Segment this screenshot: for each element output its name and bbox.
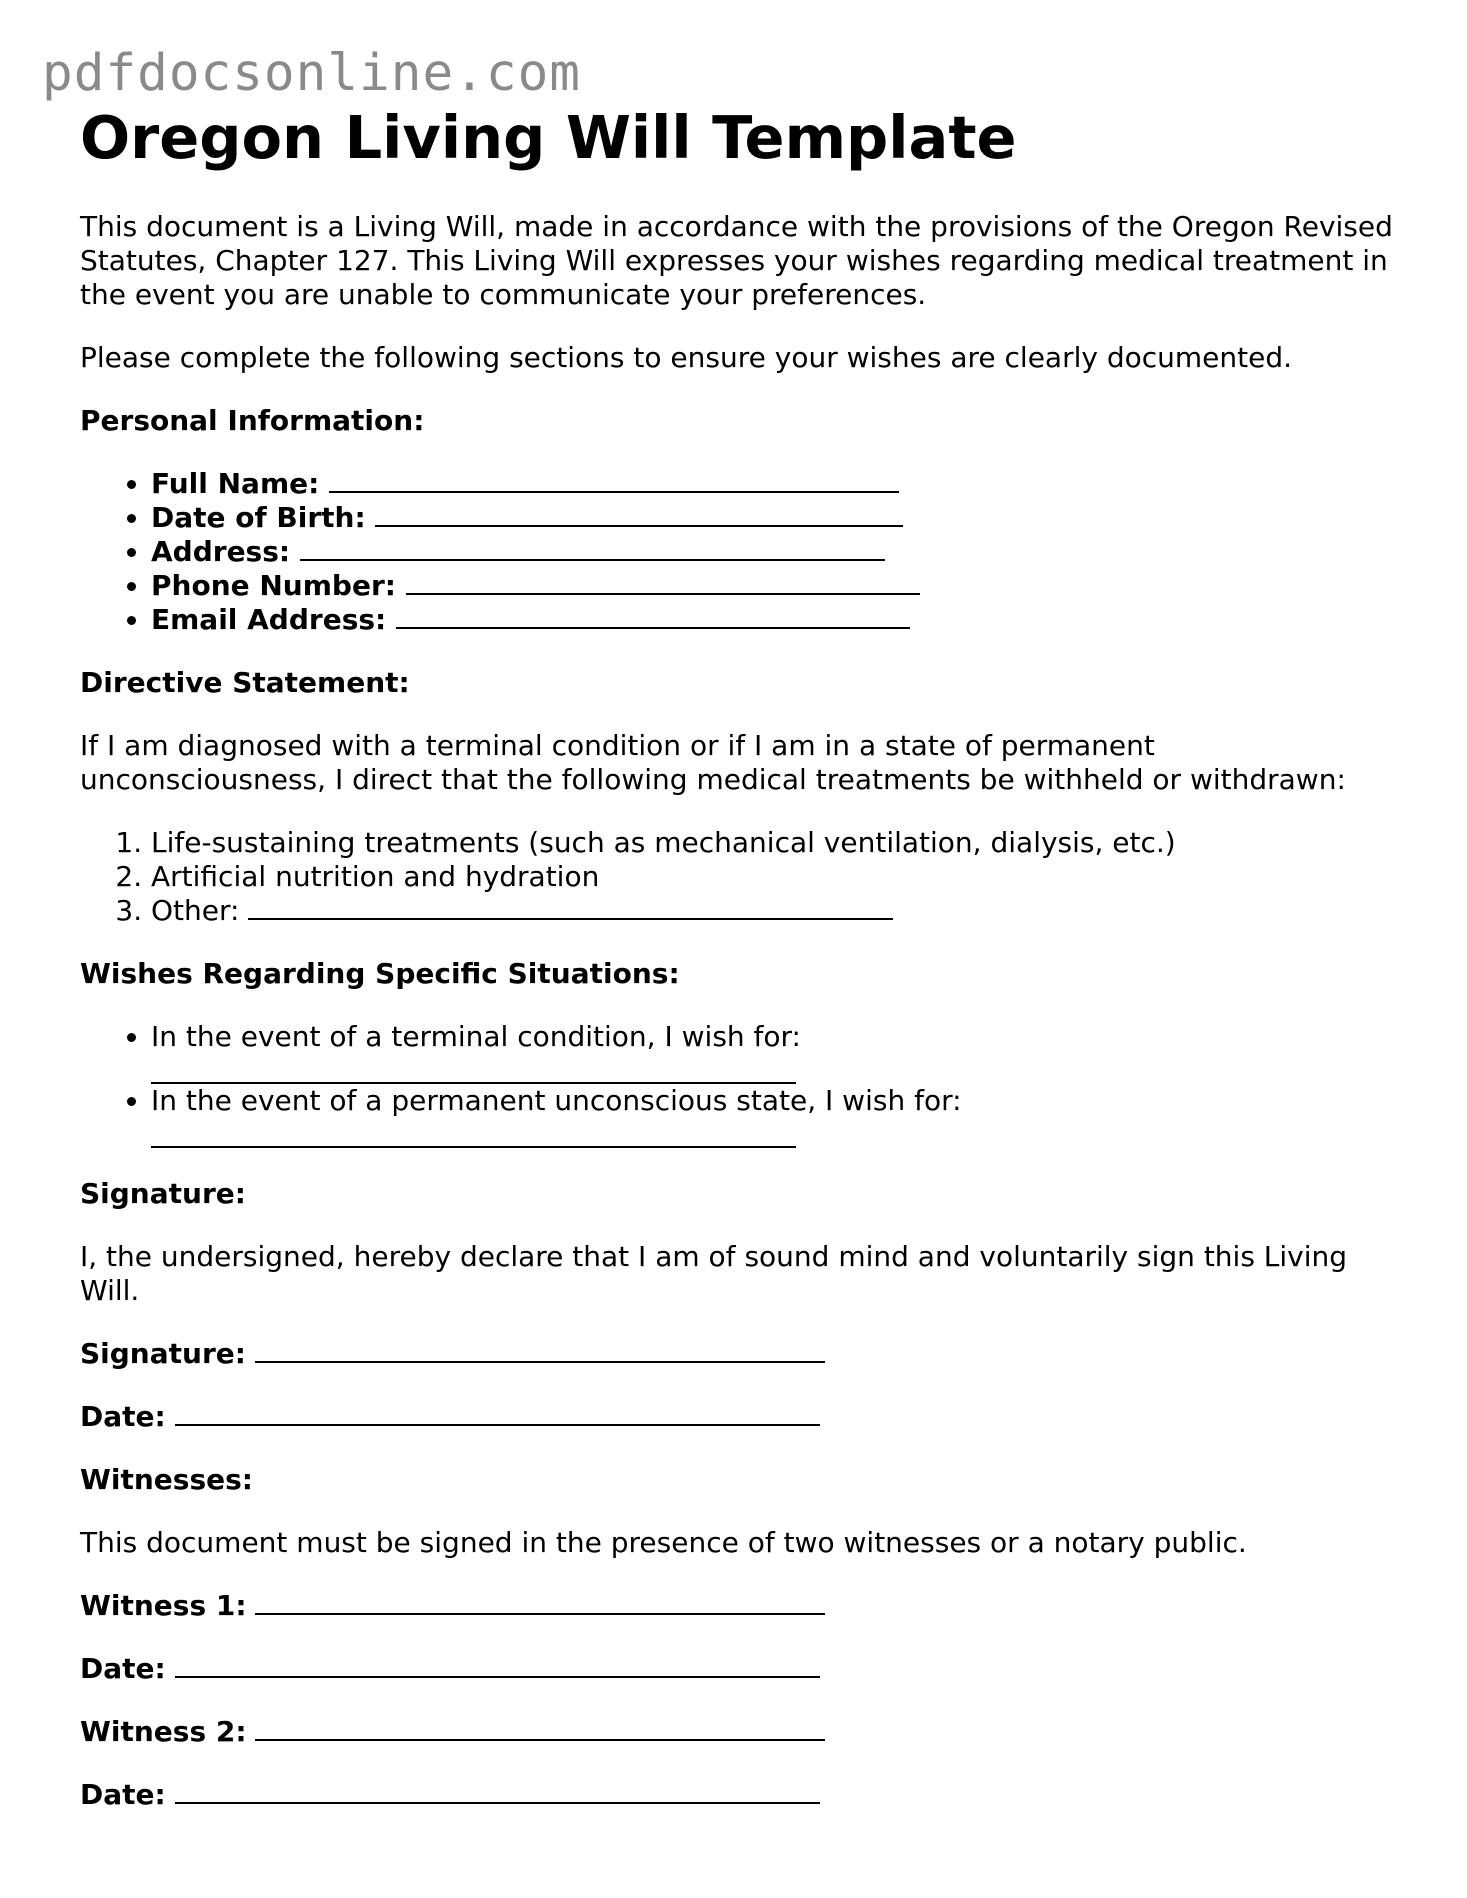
signature-date-blank[interactable] [175,1400,820,1426]
witnesses-heading: Witnesses: [80,1463,253,1496]
personal-info-list [80,467,1400,637]
wish-unconscious-state[interactable] [151,1084,1400,1148]
date-of-birth-blank[interactable] [375,501,903,527]
wishes-heading: Wishes Regarding Specific Situations: [80,957,680,990]
witness-2-blank[interactable] [255,1715,825,1741]
directive-item-other[interactable] [151,894,1400,928]
witnesses-text: This document must be signed in the presence of two witnesses or a notary public. [80,1526,1247,1559]
full-name-blank[interactable] [329,467,899,493]
directive-text: If I am diagnosed with a terminal condition or if I am in a state of permanent unconsciousness, I direct that the following medical treatments be withheld or withdrawn: [80,729,1346,796]
directive-other-blank[interactable] [248,894,893,920]
witness-1-field[interactable] [80,1589,1400,1623]
wish-unconscious-blank[interactable] [151,1118,796,1148]
watermark: pdfdocsonline.com [42,44,581,103]
signature-label: Signature: [80,1337,246,1370]
directive-heading: Directive Statement: [80,666,410,699]
email-address-blank[interactable] [396,603,910,629]
email-address-field[interactable] [151,603,1400,637]
witness-1-label: Witness 1: [80,1589,247,1622]
document-body [80,100,1400,1812]
wishes-list [80,1020,1400,1148]
signature-field[interactable] [80,1337,1400,1371]
date-of-birth-field[interactable] [151,501,1400,535]
signature-heading: Signature: [80,1177,246,1210]
witness-2-label: Witness 2: [80,1715,247,1748]
wish-terminal-blank[interactable] [151,1054,796,1084]
witness-2-date-blank[interactable] [175,1778,820,1804]
email-address-label: Email Address: [151,603,387,636]
address-field[interactable] [151,535,1400,569]
witness-1-date-field[interactable] [80,1652,1400,1686]
phone-number-field[interactable] [151,569,1400,603]
instruction-paragraph: Please complete the following sections to ensure your wishes are clearly documented. [80,341,1293,374]
witness-2-date-label: Date: [80,1778,166,1811]
directive-other-label: Other: [151,894,240,927]
address-blank[interactable] [300,535,885,561]
witness-1-date-label: Date: [80,1652,166,1685]
full-name-field[interactable] [151,467,1400,501]
full-name-label: Full Name: [151,467,320,500]
signature-blank[interactable] [255,1337,825,1363]
wish-unconscious-label: In the event of a permanent unconscious state, I wish for: [151,1084,962,1117]
directive-list [80,826,1400,928]
signature-date-field[interactable] [80,1400,1400,1434]
witness-1-blank[interactable] [255,1589,825,1615]
intro-paragraph: This document is a Living Will, made in accordance with the provisions of the Oregon Revised Statutes, Chapter 127. This Living Will expresses your wishes regarding medical treatment in the event you are unable to communicate your preferences. [80,210,1393,311]
wish-terminal-label: In the event of a terminal condition, I wish for: [151,1020,801,1053]
phone-number-blank[interactable] [406,569,920,595]
phone-number-label: Phone Number: [151,569,396,602]
page-title: Oregon Living Will Template [80,103,1017,172]
personal-info-heading: Personal Information: [80,404,425,437]
wish-terminal-condition[interactable] [151,1020,1400,1084]
witness-2-date-field[interactable] [80,1778,1400,1812]
date-of-birth-label: Date of Birth: [151,501,366,534]
directive-item-life-sustaining: 1. Life-sustaining treatments (such as mechanical ventilation, dialysis, etc.) [151,826,1400,860]
witness-2-field[interactable] [80,1715,1400,1749]
signature-date-label: Date: [80,1400,166,1433]
signature-declaration: I, the undersigned, hereby declare that I am of sound mind and voluntarily sign this Living Will. [80,1240,1348,1307]
directive-item-nutrition: 2. Artificial nutrition and hydration [151,860,1400,894]
address-label: Address: [151,535,291,568]
witness-1-date-blank[interactable] [175,1652,820,1678]
